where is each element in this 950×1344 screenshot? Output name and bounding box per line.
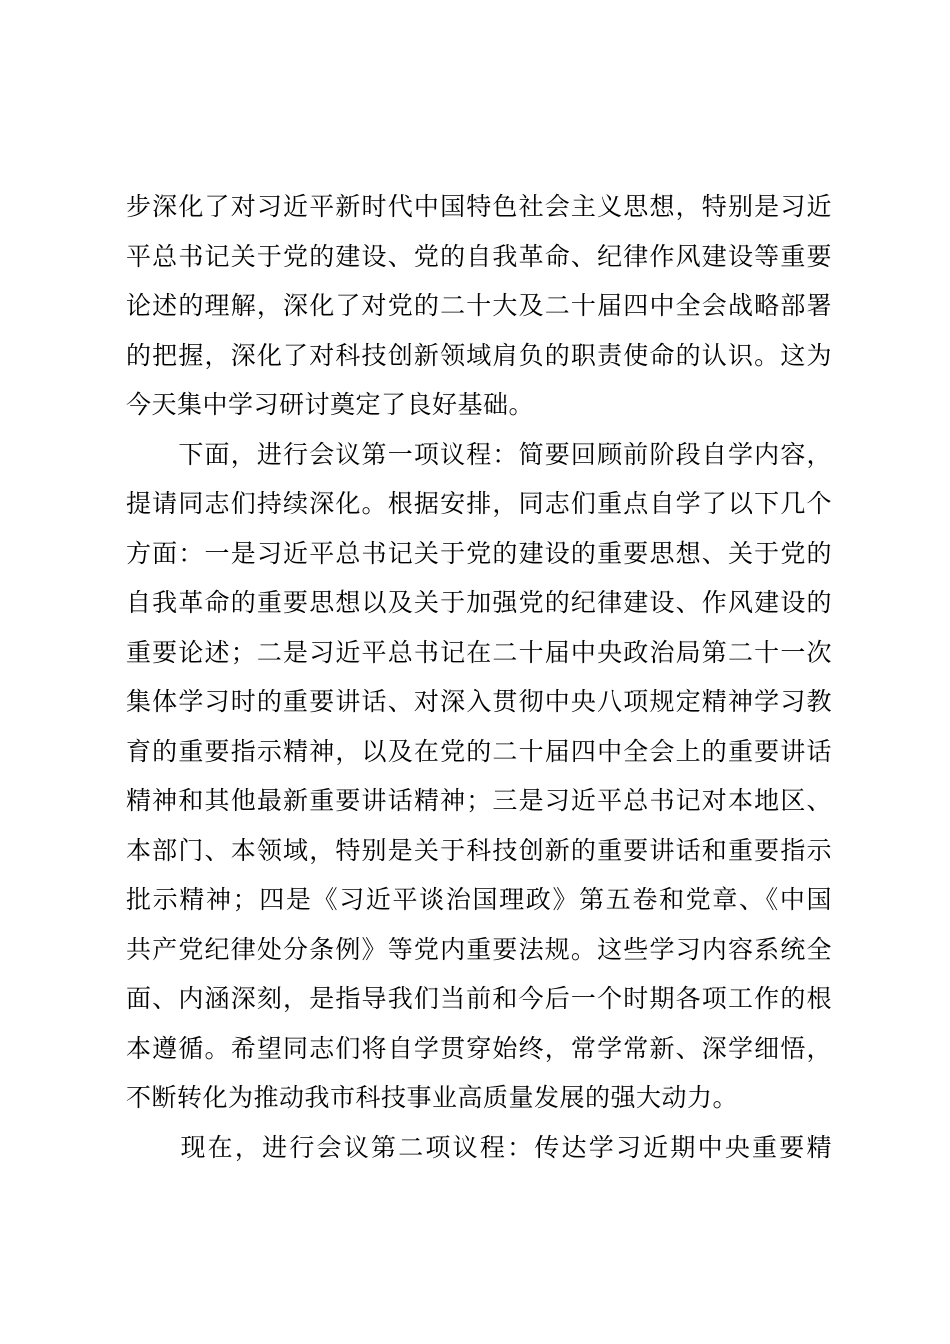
paragraph (126, 1124, 832, 1174)
text-line: 共产党纪律处分条例》等党内重要法规。这些学习内容系统全 (126, 935, 832, 964)
text-line: 面、内涵深刻，是指导我们当前和今后一个时期各项工作的根 (126, 985, 832, 1013)
text-line: 的把握，深化了对科技创新领域肩负的职责使命的认识。这为 (126, 341, 832, 370)
text-line: 下面，进行会议第一项议程：简要回顾前阶段自学内容， (126, 440, 832, 469)
text-line: 批示精神；四是《习近平谈治国理政》第五卷和党章、《中国 (126, 886, 832, 914)
text-line: 平总书记关于党的建设、党的自我革命、纪律作风建设等重要 (126, 242, 832, 271)
paragraph (126, 183, 832, 431)
text-line: 本部门、本领域，特别是关于科技创新的重要讲话和重要指示 (126, 836, 832, 865)
text-line: 不断转化为推动我市科技事业高质量发展的强大动力。 (126, 1084, 739, 1112)
text-line: 方面：一是习近平总书记关于党的建设的重要思想、关于党的 (126, 539, 832, 568)
text-line: 提请同志们持续深化。根据安排，同志们重点自学了以下几个 (126, 490, 832, 518)
text-line: 今天集中学习研讨奠定了良好基础。 (126, 391, 535, 419)
text-line: 步深化了对习近平新时代中国特色社会主义思想，特别是习近 (126, 193, 832, 221)
text-line: 本遵循。希望同志们将自学贯穿始终，常学常新、深学细悟， (126, 1034, 832, 1063)
paragraph (126, 431, 832, 1124)
text-line: 自我革命的重要思想以及关于加强党的纪律建设、作风建设的 (126, 589, 832, 617)
document-body (126, 183, 832, 1173)
text-line: 集体学习时的重要讲话、对深入贯彻中央八项规定精神学习教 (126, 688, 832, 716)
text-line: 现在，进行会议第二项议程：传达学习近期中央重要精 (126, 1133, 832, 1162)
text-line: 重要论述；二是习近平总书记在二十届中央政治局第二十一次 (126, 638, 832, 667)
text-line: 论述的理解，深化了对党的二十大及二十届四中全会战略部署 (126, 292, 832, 320)
text-line: 精神和其他最新重要讲话精神；三是习近平总书记对本地区、 (126, 787, 832, 815)
text-line: 育的重要指示精神，以及在党的二十届四中全会上的重要讲话 (126, 737, 832, 766)
